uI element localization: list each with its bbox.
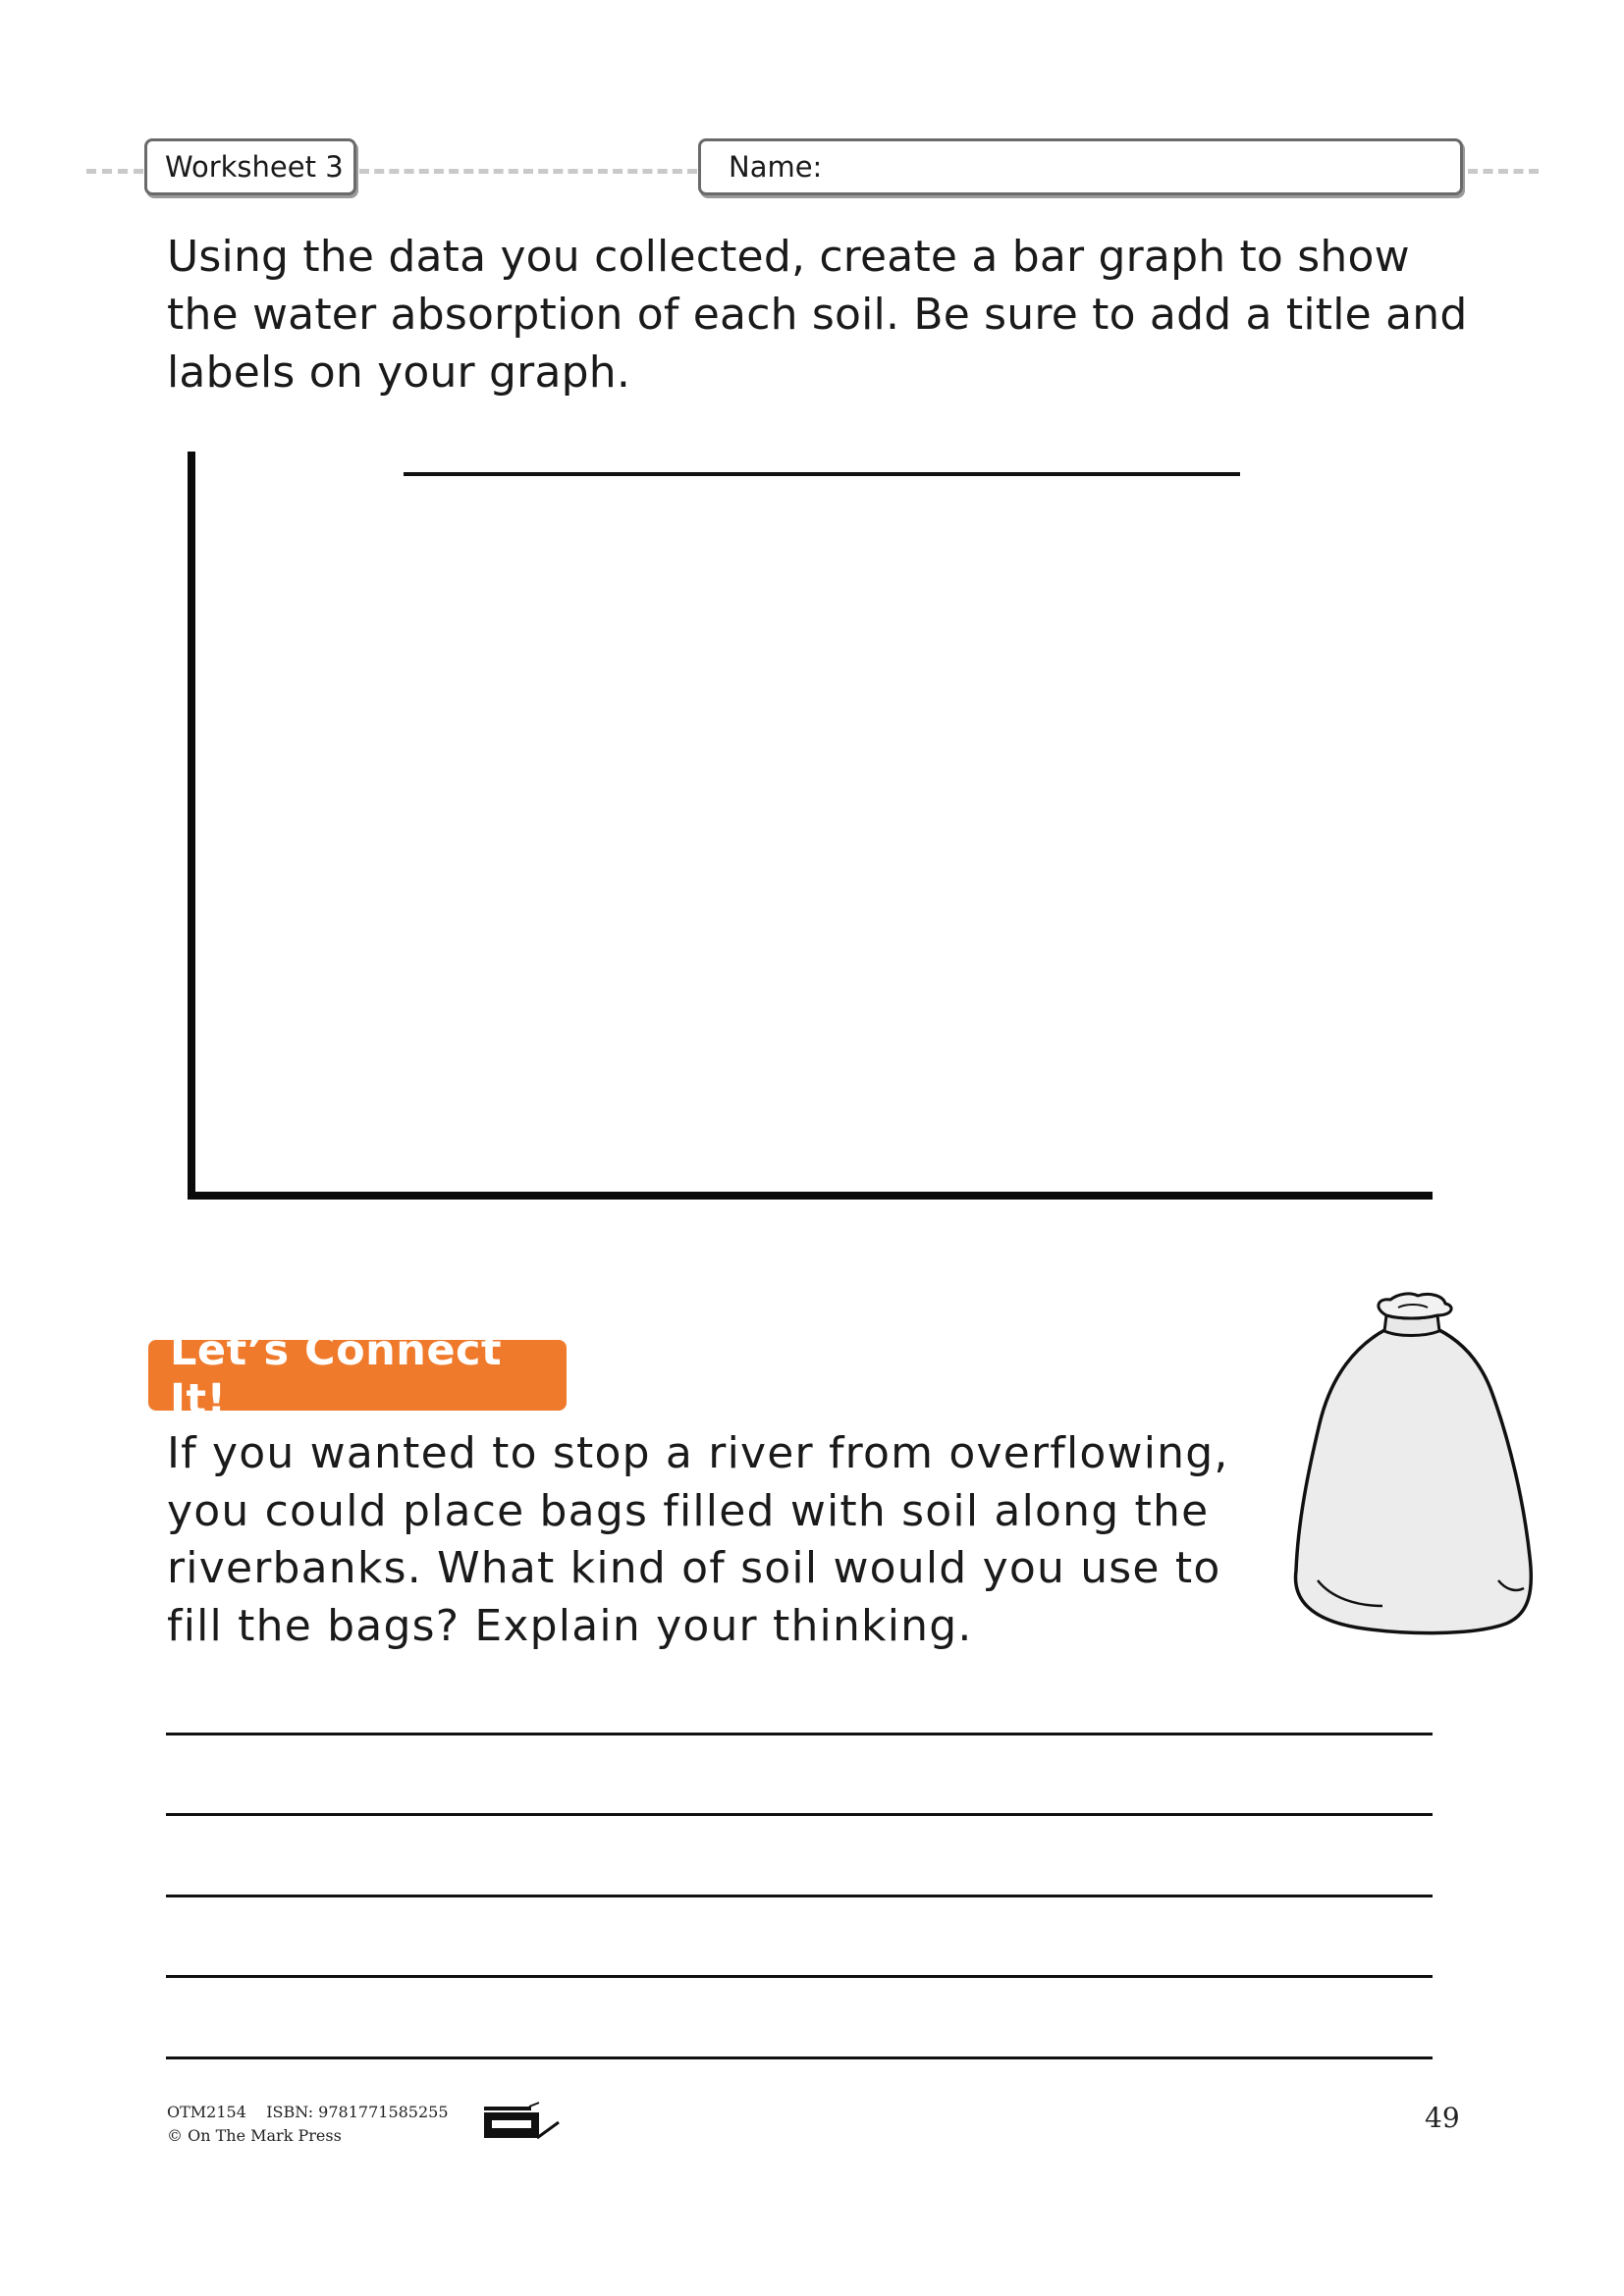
page-number: 49 [1425,2102,1460,2134]
graph-y-axis [188,452,195,1200]
answer-line-3[interactable] [166,1895,1433,1897]
footer-copyright: © On The Mark Press [167,2126,342,2145]
soil-bag-icon [1288,1286,1536,1641]
connect-badge-label: Let’s Connect It! [170,1326,503,1424]
header-dash-right [1468,169,1539,174]
graph-title-line[interactable] [404,472,1240,476]
footer-code-line [167,2101,449,2124]
footer-code: OTM2154 [167,2103,246,2121]
connect-badge [148,1326,567,1424]
answer-line-4[interactable] [166,1975,1433,1978]
answer-line-2[interactable] [166,1813,1433,1816]
worksheet-label: Worksheet 3 [165,150,344,184]
footer-isbn: ISBN: 9781771585255 [266,2103,449,2121]
header-dash-middle [359,169,697,174]
footer-info [167,2101,449,2148]
name-field[interactable] [698,138,1463,195]
name-label: Name: [729,150,823,184]
publisher-logo-icon [482,2101,561,2142]
graph-x-axis [188,1192,1433,1200]
answer-line-1[interactable] [166,1733,1433,1735]
graph-instructions: Using the data you collected, create a bar graph to show the water absorption of each soil. Be sure to add a title and labels on your graph. [167,232,1468,398]
answer-line-5[interactable] [166,2056,1433,2059]
worksheet-label-box [144,138,356,195]
header-dash-left [86,169,143,174]
connect-question: If you wanted to stop a river from overflowing, you could place bags filled with soil along the riverbanks. What kind of soil would you use to fill the bags? Explain your thinking. [167,1428,1229,1651]
